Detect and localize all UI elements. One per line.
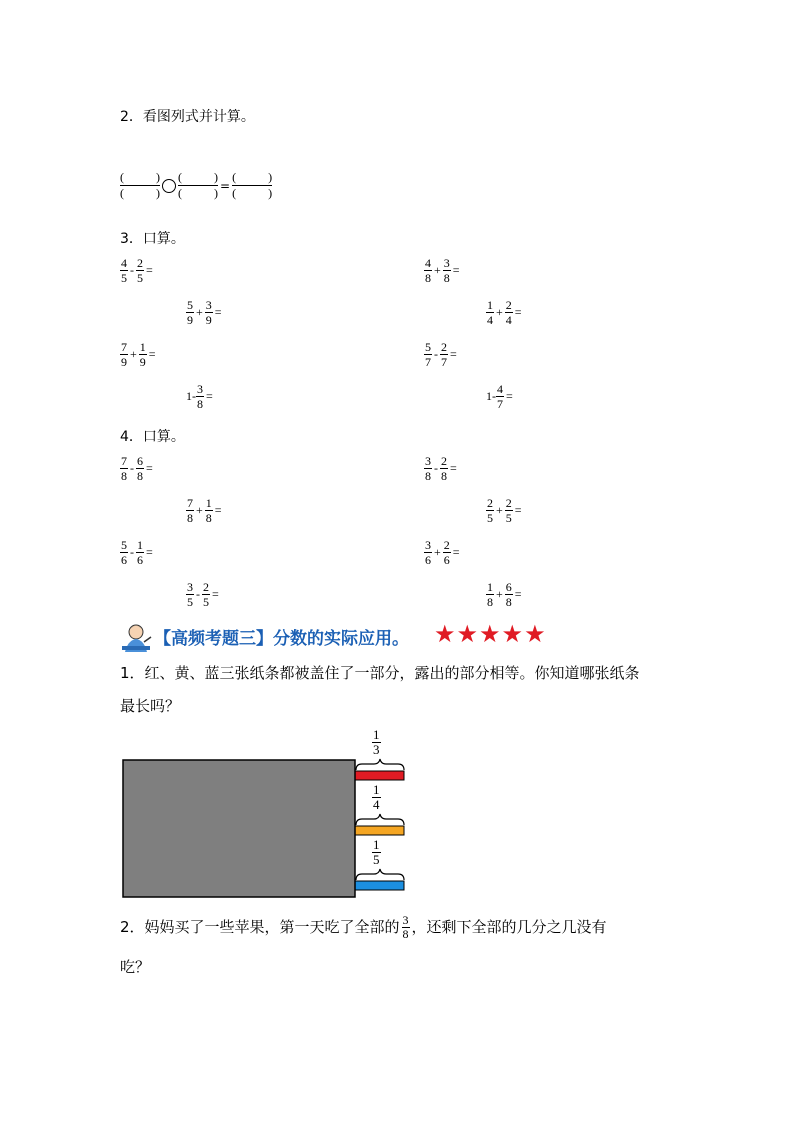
- fraction-2: 1 8: [205, 496, 212, 525]
- fraction-1: 7 8: [121, 454, 127, 483]
- problem-2-line-2: 吃？: [120, 958, 151, 976]
- operator: +: [434, 263, 441, 277]
- fraction-1: 5 9: [187, 298, 193, 327]
- fraction-2: 3 8: [443, 256, 450, 285]
- fraction-2: 2 4: [505, 298, 512, 327]
- equals-sign: =: [220, 178, 231, 193]
- equals-sign: =: [146, 461, 153, 475]
- fraction-1: 3 6: [425, 538, 431, 567]
- fraction-2: 1 9: [139, 340, 146, 369]
- arith-item[interactable]: [186, 496, 224, 525]
- arith-item[interactable]: [486, 496, 524, 525]
- fraction-2: 2 7: [441, 340, 447, 369]
- fraction-1: 3 5: [187, 580, 193, 609]
- arith-item[interactable]: [424, 538, 462, 567]
- label-one-third: 1 3: [373, 727, 380, 757]
- fraction-2: 4 7: [497, 382, 503, 411]
- arith-item[interactable]: [120, 340, 158, 369]
- arith-item[interactable]: [186, 382, 215, 411]
- arith-item[interactable]: [424, 340, 459, 369]
- operator: +: [434, 545, 441, 559]
- section-3-title: 3．口算。: [120, 231, 185, 247]
- fraction-1: 7 9: [121, 340, 127, 369]
- label-one-fourth: 1 4: [373, 782, 380, 812]
- blank-fraction-3[interactable]: ( ) ( ): [232, 170, 273, 200]
- difficulty-stars: ★★★★★: [434, 620, 547, 648]
- whole-minus: 1-: [186, 389, 196, 403]
- equals-sign: =: [146, 263, 153, 277]
- equals-sign: =: [514, 503, 522, 517]
- arith-item[interactable]: [120, 256, 155, 285]
- blank-fraction-2[interactable]: ( ) ( ): [178, 170, 218, 200]
- arith-item[interactable]: [186, 580, 221, 609]
- fraction-1: 5 7: [425, 340, 431, 369]
- operator: -: [196, 587, 200, 601]
- equals-sign: =: [514, 587, 522, 601]
- fraction-1: 2 5: [487, 496, 493, 525]
- equals-sign: =: [450, 461, 457, 475]
- operator: -: [434, 347, 438, 361]
- problem-1-line-2: 最长吗？: [120, 697, 181, 715]
- student-icon: [120, 620, 154, 654]
- operator: -: [130, 263, 134, 277]
- operator: +: [196, 503, 203, 517]
- operator: +: [496, 587, 503, 601]
- fraction-1: 1 4: [487, 298, 493, 327]
- brace-red: [356, 759, 404, 770]
- problem-1-line-1: 1．红、黄、蓝三张纸条都被盖住了一部分，露出的部分相等。你知道哪张纸条: [120, 664, 640, 682]
- operator: -: [434, 461, 438, 475]
- fraction-2: 2 8: [441, 454, 447, 483]
- arith-item[interactable]: [186, 298, 224, 327]
- operator: +: [496, 305, 503, 319]
- equals-sign: =: [206, 389, 213, 403]
- fraction-1: 7 8: [187, 496, 193, 525]
- section-2-title: 2．看图列式并计算。: [120, 109, 255, 125]
- problem-2-line-1: 2．妈妈买了一些苹果，第一天吃了全部的 3 8 ，还剩下全部的几分之几没有: [120, 912, 607, 941]
- blank-fraction-1[interactable]: ( ) ( ): [120, 170, 160, 200]
- whole-minus: 1-: [486, 389, 496, 403]
- fraction-2: 1 6: [137, 538, 143, 567]
- equals-sign: =: [212, 587, 219, 601]
- equals-sign: =: [214, 305, 222, 319]
- cover-rectangle: [123, 760, 355, 897]
- fraction-2: 2 6: [443, 538, 450, 567]
- fraction-1: 5 6: [121, 538, 127, 567]
- operator: -: [130, 461, 134, 475]
- fraction-2: 2 5: [137, 256, 143, 285]
- yellow-strip: [352, 826, 404, 835]
- arith-item[interactable]: [120, 454, 155, 483]
- fraction-1: 1 8: [487, 580, 493, 609]
- equals-sign: =: [452, 263, 460, 277]
- operator: -: [130, 545, 134, 559]
- fraction-2: 2 5: [203, 580, 209, 609]
- fraction-2: 6 8: [505, 580, 512, 609]
- operator-circle-blank[interactable]: [162, 179, 176, 193]
- fraction-1: 3 8: [425, 454, 431, 483]
- paper-strips-figure: [120, 728, 420, 900]
- brace-blue: [356, 869, 404, 880]
- fraction-1: 4 8: [425, 256, 431, 285]
- equals-sign: =: [452, 545, 460, 559]
- fraction-2: 3 9: [205, 298, 212, 327]
- label-one-fifth: 1 5: [373, 837, 380, 867]
- red-strip: [352, 771, 404, 780]
- arith-item[interactable]: [486, 382, 515, 411]
- section-4-title: 4．口算。: [120, 429, 185, 445]
- topic-heading: 【高频考题三】分数的实际应用。: [154, 629, 409, 649]
- equals-sign: =: [450, 347, 457, 361]
- operator: +: [196, 305, 203, 319]
- arith-item[interactable]: [486, 580, 524, 609]
- fraction-1: 4 5: [121, 256, 127, 285]
- arith-item[interactable]: [424, 454, 459, 483]
- fraction-2: 2 5: [505, 496, 512, 525]
- blank-equation[interactable]: [120, 170, 272, 201]
- equals-sign: =: [506, 389, 513, 403]
- arith-item[interactable]: [486, 298, 524, 327]
- operator: +: [130, 347, 137, 361]
- fraction-2: 3 8: [197, 382, 203, 411]
- fraction-2: 6 8: [137, 454, 143, 483]
- blue-strip: [352, 881, 404, 890]
- operator: +: [496, 503, 503, 517]
- equals-sign: =: [148, 347, 156, 361]
- problem-2-fraction: 3 8: [402, 912, 409, 941]
- arith-item[interactable]: [424, 256, 462, 285]
- brace-yellow: [356, 814, 404, 825]
- equals-sign: =: [146, 545, 153, 559]
- arith-item[interactable]: [120, 538, 155, 567]
- equals-sign: =: [514, 305, 522, 319]
- equals-sign: =: [214, 503, 222, 517]
